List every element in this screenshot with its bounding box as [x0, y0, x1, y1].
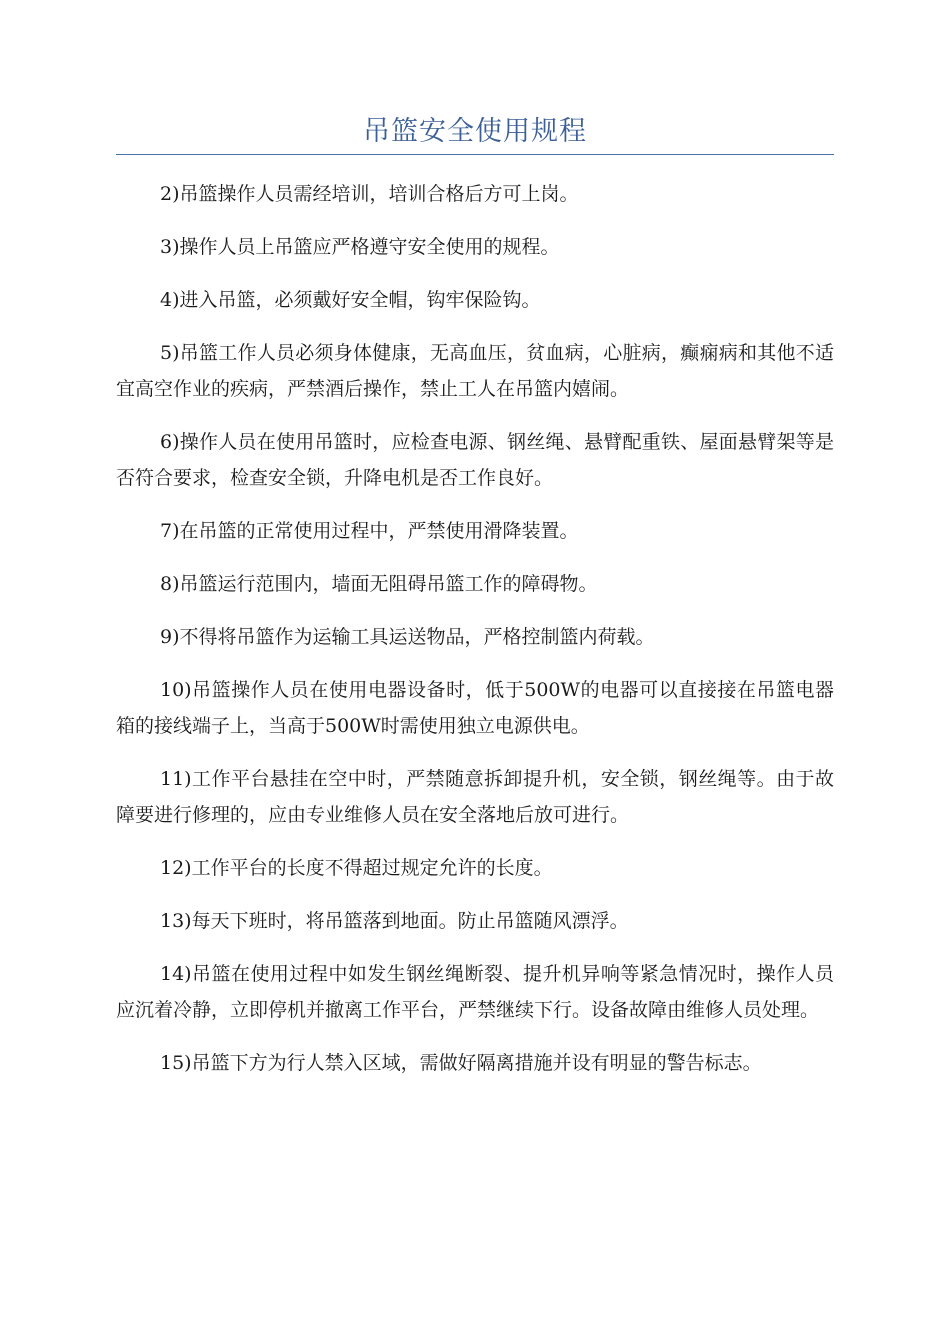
paragraph-item: 5)吊篮工作人员必须身体健康，无高血压，贫血病，心脏病，癫痫病和其他不适宜高空作业的疾病，严禁酒后操作，禁止工人在吊篮内嬉闹。 — [116, 342, 834, 400]
paragraph-item: 10)吊篮操作人员在使用电器设备时，低于500W的电器可以直接接在吊篮电器箱的接线端子上，当高于500W时需使用独立电源供电。 — [116, 679, 834, 737]
paragraph-item: 9)不得将吊篮作为运输工具运送物品，严格控制篮内荷载。 — [160, 626, 655, 648]
paragraph-item: 4)进入吊篮，必须戴好安全帽，钩牢保险钩。 — [160, 289, 541, 311]
paragraph-item: 14)吊篮在使用过程中如发生钢丝绳断裂、提升机异响等紧急情况时，操作人员应沉着冷静，立即停机并撤离工作平台，严禁继续下行。设备故障由维修人员处理。 — [116, 963, 834, 1021]
title-underline — [116, 154, 834, 155]
paragraph-item: 7)在吊篮的正常使用过程中，严禁使用滑降装置。 — [160, 520, 579, 542]
paragraph-item: 2)吊篮操作人员需经培训，培训合格后方可上岗。 — [160, 183, 579, 205]
document-body — [116, 176, 834, 1098]
paragraph-item: 15)吊篮下方为行人禁入区域，需做好隔离措施并设有明显的警告标志。 — [160, 1052, 762, 1074]
paragraph-item: 11)工作平台悬挂在空中时，严禁随意拆卸提升机，安全锁，钢丝绳等。由于故障要进行修理的，应由专业维修人员在安全落地后放可进行。 — [116, 768, 834, 826]
paragraph-item: 3)操作人员上吊篮应严格遵守安全使用的规程。 — [160, 236, 560, 258]
document-title: 吊篮安全使用规程 — [363, 116, 587, 147]
paragraph-item: 12)工作平台的长度不得超过规定允许的长度。 — [160, 857, 553, 879]
paragraph-item: 13)每天下班时，将吊篮落到地面。防止吊篮随风漂浮。 — [160, 910, 629, 932]
paragraph-item: 8)吊篮运行范围内，墙面无阻碍吊篮工作的障碍物。 — [160, 573, 598, 595]
paragraph-item: 6)操作人员在使用吊篮时，应检查电源、钢丝绳、悬臂配重铁、屋面悬臂架等是否符合要求，检查安全锁，升降电机是否工作良好。 — [116, 431, 834, 489]
